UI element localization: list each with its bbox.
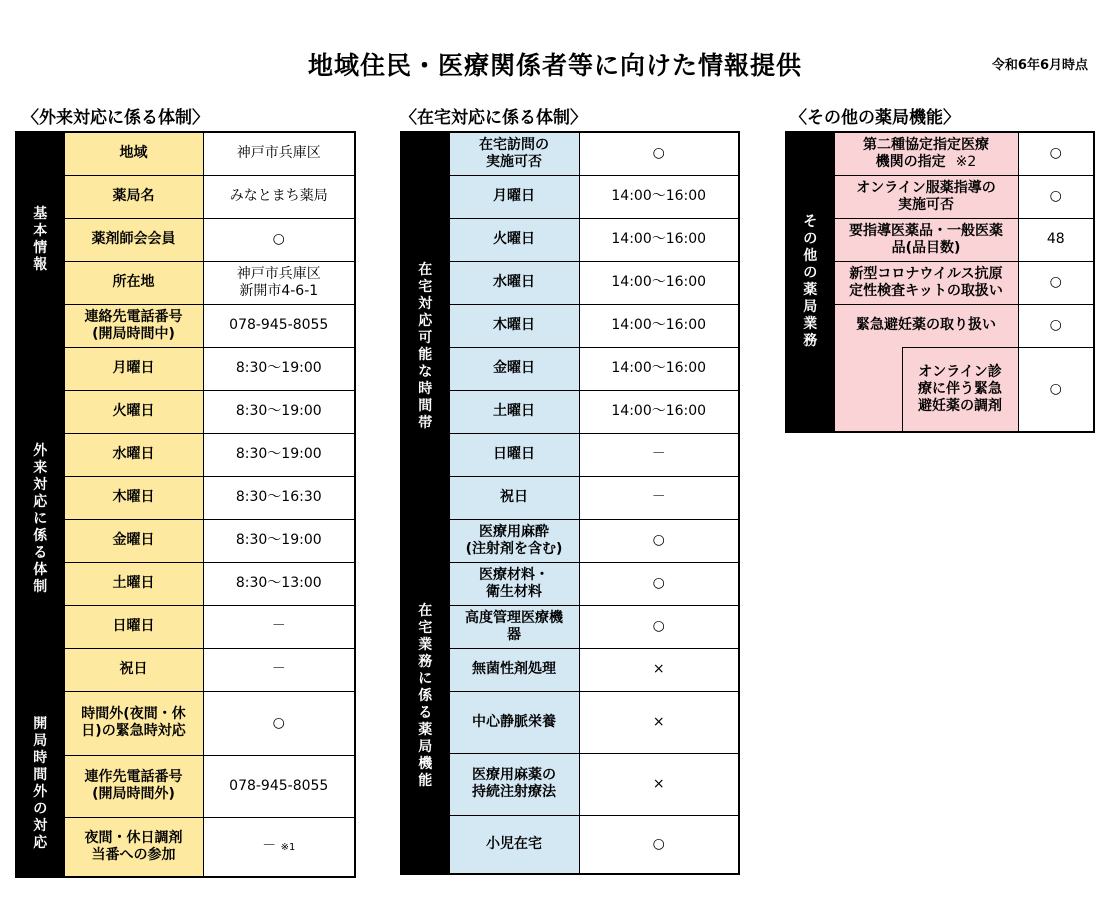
row-label: 土曜日 <box>449 390 579 433</box>
row-value: 14:00～16:00 <box>579 175 739 218</box>
row-value: 8:30～13:00 <box>203 562 355 605</box>
row-value: ○ <box>1018 261 1094 304</box>
table-row <box>16 218 355 261</box>
other-functions-table <box>785 131 1095 433</box>
row-value: 14:00～16:00 <box>579 304 739 347</box>
row-label: オンライン診 療に伴う緊急 避妊薬の調剤 <box>902 347 1018 432</box>
row-value: 8:30～19:00 <box>203 390 355 433</box>
row-value: ○ <box>1018 175 1094 218</box>
row-label: 薬局名 <box>64 175 203 218</box>
row-label: オンライン服薬指導の 実施可否 <box>834 175 1018 218</box>
row-label: 時間外(夜間・休 日)の緊急時対応 <box>64 691 203 755</box>
row-value: 神戸市兵庫区 新開市4-6-1 <box>203 261 355 304</box>
as-of-date: 令和6年6月時点 <box>991 58 1088 73</box>
table-row <box>401 175 739 218</box>
row-value: － <box>203 648 355 691</box>
row-label: 要指導医薬品・一般医薬 品(品目数) <box>834 218 1018 261</box>
row-value: ○ <box>579 562 739 605</box>
row-value: 8:30～16:30 <box>203 476 355 519</box>
section-title-home: 〈在宅対応に係る体制〉 <box>400 108 587 128</box>
row-value: 14:00～16:00 <box>579 347 739 390</box>
table-row <box>16 433 355 476</box>
table-row <box>401 218 739 261</box>
group-label-functions: 在宅業務に係る薬局機能 <box>401 519 449 874</box>
table-row <box>401 347 739 390</box>
row-value: みなとまち薬局 <box>203 175 355 218</box>
table-row <box>401 390 739 433</box>
table-row <box>401 648 739 691</box>
group-label-offhours: 開局時間外の対応 <box>16 691 64 877</box>
row-value: × <box>579 691 739 753</box>
row-value: － <box>579 433 739 476</box>
row-label: 水曜日 <box>449 261 579 304</box>
row-value: × <box>579 648 739 691</box>
table-row <box>16 519 355 562</box>
row-label: 医療材料・ 衛生材料 <box>449 562 579 605</box>
table-row <box>401 562 739 605</box>
row-label: 祝日 <box>449 476 579 519</box>
table-row <box>401 815 739 874</box>
row-label: 月曜日 <box>449 175 579 218</box>
table-row <box>786 132 1094 175</box>
row-value: － <box>203 605 355 648</box>
row-value: 48 <box>1018 218 1094 261</box>
table-row <box>16 132 355 175</box>
group-label-hours: 在宅対応可能な時間帯 <box>401 175 449 519</box>
table-row <box>16 175 355 218</box>
value-text: － <box>262 837 277 854</box>
table-row <box>401 605 739 648</box>
table-row <box>401 691 739 753</box>
section-title-other: 〈その他の薬局機能〉 <box>790 108 960 128</box>
section-title-outpatient: 〈外来対応に係る体制〉 <box>22 108 209 128</box>
row-value: 14:00～16:00 <box>579 261 739 304</box>
table-row <box>16 476 355 519</box>
row-value: ○ <box>1018 347 1094 432</box>
row-value: 14:00～16:00 <box>579 218 739 261</box>
row-label: 連作先電話番号 (開局時間外) <box>64 755 203 817</box>
row-label: 所在地 <box>64 261 203 304</box>
row-value: 8:30～19:00 <box>203 347 355 390</box>
row-label: 夜間・休日調剤 当番への参加 <box>64 817 203 877</box>
row-label: 土曜日 <box>64 562 203 605</box>
row-value: ○ <box>579 132 739 175</box>
table-row <box>16 648 355 691</box>
table-row <box>16 755 355 817</box>
row-label: 在宅訪問の 実施可否 <box>449 132 579 175</box>
table-row <box>401 304 739 347</box>
row-value: ○ <box>1018 304 1094 347</box>
table-row <box>401 132 739 175</box>
table-row <box>16 691 355 755</box>
row-value: 神戸市兵庫区 <box>203 132 355 175</box>
row-value: ○ <box>579 815 739 874</box>
row-label: 木曜日 <box>449 304 579 347</box>
row-label: 日曜日 <box>449 433 579 476</box>
row-label: 連絡先電話番号 (開局時間中) <box>64 304 203 347</box>
row-indent <box>834 347 902 432</box>
row-label: 無菌性剤処理 <box>449 648 579 691</box>
group-label-blank <box>401 132 449 175</box>
row-label: 新型コロナウイルス抗原 定性検査キットの取扱い <box>834 261 1018 304</box>
row-value: 8:30～19:00 <box>203 519 355 562</box>
group-label-basic: 基本情報 <box>16 132 64 347</box>
table-row <box>16 605 355 648</box>
row-label: 中心静脈栄養 <box>449 691 579 753</box>
table-row <box>16 304 355 347</box>
row-value: 078-945-8055 <box>203 755 355 817</box>
row-value: ○ <box>579 605 739 648</box>
row-label: 医療用麻薬の 持続注射療法 <box>449 753 579 815</box>
footnote-mark: ※2 <box>955 153 977 170</box>
row-label: 金曜日 <box>449 347 579 390</box>
row-label: 緊急避妊薬の取り扱い <box>834 304 1018 347</box>
row-label: 祝日 <box>64 648 203 691</box>
row-label: 火曜日 <box>64 390 203 433</box>
row-label: 火曜日 <box>449 218 579 261</box>
row-label: 月曜日 <box>64 347 203 390</box>
row-label: 木曜日 <box>64 476 203 519</box>
table-row <box>401 519 739 562</box>
table-row <box>16 261 355 304</box>
group-label-outpatient: 外来対応に係る体制 <box>16 347 64 691</box>
row-value: 8:30～19:00 <box>203 433 355 476</box>
table-row <box>16 390 355 433</box>
row-label: 小児在宅 <box>449 815 579 874</box>
outpatient-table <box>15 131 356 878</box>
table-row <box>401 753 739 815</box>
group-label-other: その他の薬局業務 <box>786 132 834 432</box>
page-title: 地域住民・医療関係者等に向けた情報提供 <box>307 51 802 80</box>
table-row <box>401 476 739 519</box>
table-row <box>401 261 739 304</box>
row-value: ○ <box>203 218 355 261</box>
row-label: 高度管理医療機 器 <box>449 605 579 648</box>
label-text: 第二種協定指定医療 機関の指定 <box>863 136 989 170</box>
row-label: 地域 <box>64 132 203 175</box>
row-label: 金曜日 <box>64 519 203 562</box>
row-value <box>203 817 355 877</box>
row-label: 薬剤師会会員 <box>64 218 203 261</box>
row-label: 医療用麻酔 (注射剤を含む) <box>449 519 579 562</box>
table-row <box>16 562 355 605</box>
home-care-table <box>400 131 740 875</box>
table-row <box>401 433 739 476</box>
row-label <box>834 132 1018 175</box>
row-value: 078-945-8055 <box>203 304 355 347</box>
row-value: × <box>579 753 739 815</box>
row-value: － <box>579 476 739 519</box>
row-label: 水曜日 <box>64 433 203 476</box>
table-row <box>16 347 355 390</box>
row-value: ○ <box>1018 132 1094 175</box>
row-value: ○ <box>203 691 355 755</box>
row-label: 日曜日 <box>64 605 203 648</box>
row-value: ○ <box>579 519 739 562</box>
footnote-mark: ※1 <box>280 841 296 853</box>
table-row <box>16 817 355 877</box>
row-value: 14:00～16:00 <box>579 390 739 433</box>
